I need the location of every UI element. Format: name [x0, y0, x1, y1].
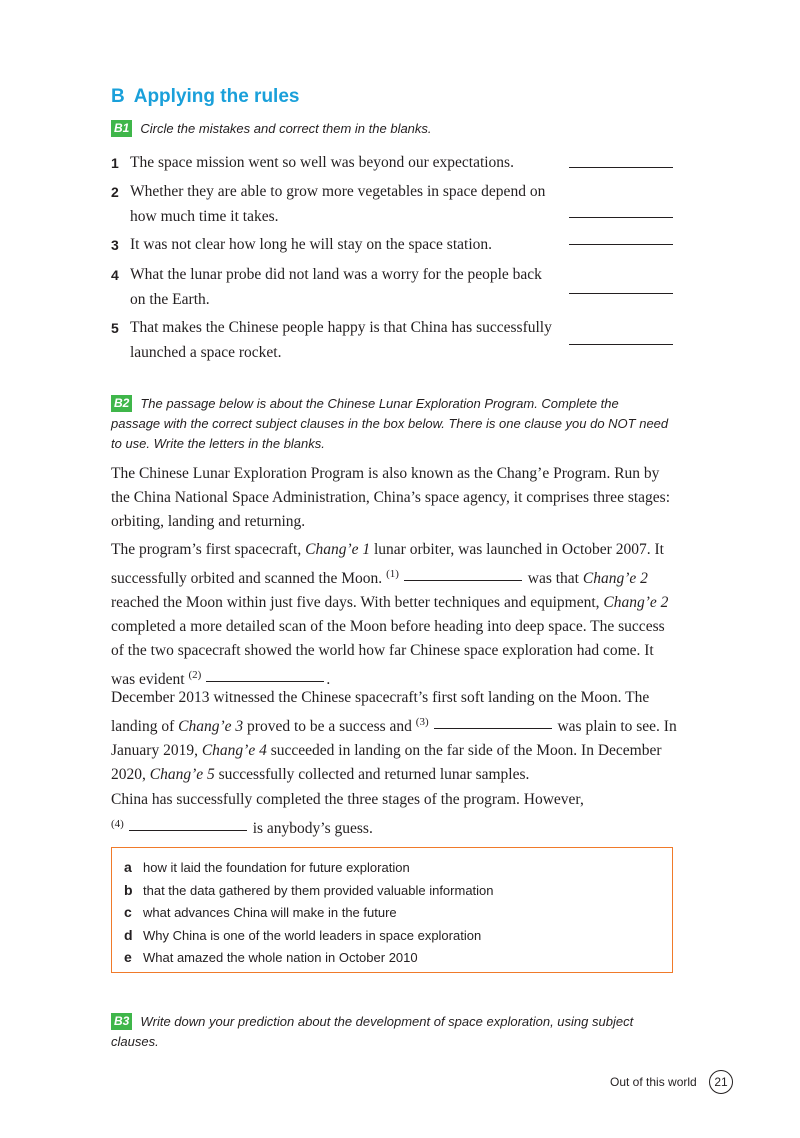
section-title [111, 86, 299, 108]
paragraph-text: is anybody’s guess. [248, 820, 373, 837]
gap-number-4: (4) [111, 818, 124, 830]
b1-instruction-text: Circle the mistakes and correct them in the blanks. [140, 121, 432, 136]
b3-badge: B3 [111, 1013, 132, 1030]
b1-instruction [111, 119, 671, 139]
b3-instruction [111, 1012, 671, 1052]
paragraph-text: completed a more detailed scan of the Moon before heading into deep space. The success of the two spacecraft showed the world how far Chinese space exploration had come. It was evident [111, 618, 665, 688]
paragraph-text: . [326, 671, 331, 688]
question-4 [111, 263, 561, 312]
b2-instruction-text: The passage below is about the Chinese Lunar Exploration Program. Complete the passage with the correct subject clauses in the box below. There is one clause you do NOT need to use. Write the letters in the blanks. [111, 396, 669, 451]
spacecraft-name: Chang’e 1 [305, 541, 371, 558]
paragraph-text: reached the Moon within just five days. With better techniques and equipment, [111, 594, 604, 611]
clause-letter: a [124, 859, 132, 875]
paragraph-text: was that [523, 570, 583, 587]
clause-text: What amazed the whole nation in October 2010 [143, 950, 418, 965]
clause-text: what advances China will make in the future [143, 905, 397, 920]
passage-paragraph-1 [111, 462, 681, 534]
paragraph-text: proved to be a success and [243, 718, 416, 735]
question-1 [111, 151, 561, 176]
paragraph-text: The Chinese Lunar Exploration Program is also known as the Chang’e Program. Run by the China National Space Administration, China’s space agency, it comprises three stages: orbiting, landing and returning. [111, 465, 671, 530]
passage-paragraph-4 [111, 788, 681, 841]
blank-2[interactable] [206, 681, 324, 682]
passage-paragraph-2 [111, 538, 681, 692]
gap-number-2: (2) [188, 669, 202, 681]
question-number: 4 [111, 267, 119, 283]
section-letter: B [111, 86, 125, 107]
question-number: 1 [111, 155, 119, 171]
clause-letter: e [124, 949, 132, 965]
paragraph-text: was plain to see. In January 2019, [111, 718, 677, 759]
paragraph-text: China has successfully completed the three stages of the program. However, [111, 791, 584, 808]
b1-badge: B1 [111, 120, 132, 137]
clause-letter: d [124, 927, 133, 943]
spacecraft-name: Chang’e 2 [582, 570, 648, 587]
question-text: That makes the Chinese people happy is that China has successfully launched a space rocket. [130, 319, 552, 361]
clause-text: that the data gathered by them provided valuable information [143, 883, 494, 898]
question-text: The space mission went so well was beyond our expectations. [130, 154, 514, 171]
gap-number-3: (3) [415, 716, 429, 728]
paragraph-text: The program’s first spacecraft, [111, 541, 306, 558]
b2-badge: B2 [111, 395, 132, 412]
clause-letter: c [124, 904, 132, 920]
paragraph-text: December 2013 witnessed the Chinese spacecraft’s first soft landing on the Moon. The landing of [111, 689, 650, 735]
blank-1[interactable] [404, 580, 522, 581]
clause-option-a [124, 858, 410, 877]
spacecraft-name: Chang’e 3 [178, 718, 244, 735]
question-3 [111, 233, 561, 258]
page-number: 21 [709, 1070, 733, 1094]
answer-line-2[interactable] [569, 217, 673, 218]
clause-text: how it laid the foundation for future exploration [143, 860, 410, 875]
question-number: 3 [111, 237, 119, 253]
spacecraft-name: Chang’e 4 [201, 742, 267, 759]
gap-number-1: (1) [386, 568, 399, 580]
question-number: 2 [111, 184, 119, 200]
clause-option-e [124, 948, 418, 967]
answer-line-4[interactable] [569, 293, 673, 294]
b3-instruction-text: Write down your prediction about the development of space exploration, using subject clauses. [111, 1014, 634, 1049]
question-5 [111, 316, 561, 365]
answer-line-3[interactable] [569, 244, 673, 245]
spacecraft-name: Chang’e 5 [149, 766, 215, 783]
question-number: 5 [111, 320, 119, 336]
answer-line-5[interactable] [569, 344, 673, 345]
section-title-text: Applying the rules [133, 86, 300, 107]
question-text: It was not clear how long he will stay on the space station. [130, 236, 493, 253]
question-2 [111, 180, 561, 229]
spacecraft-name: Chang’e 2 [603, 594, 669, 611]
clause-option-c [124, 903, 397, 922]
clause-letter: b [124, 882, 133, 898]
paragraph-text: succeeded in landing on the far side of the Moon. In December 2020, [111, 742, 662, 783]
paragraph-text: successfully collected and returned lunar samples. [214, 766, 530, 783]
paragraph-text: lunar orbiter, was launched in October 2007. It successfully orbited and scanned the Moon. [111, 541, 664, 587]
clause-box [111, 847, 673, 973]
clause-option-d [124, 926, 481, 945]
question-text: Whether they are able to grow more vegetables in space depend on how much time it takes. [130, 183, 546, 225]
clause-text: Why China is one of the world leaders in space exploration [143, 928, 482, 943]
question-text: What the lunar probe did not land was a worry for the people back on the Earth. [130, 266, 542, 308]
passage-paragraph-3 [111, 686, 681, 787]
clause-option-b [124, 881, 494, 900]
b2-instruction [111, 394, 671, 454]
footer-chapter-title: Out of this world [610, 1075, 697, 1089]
answer-line-1[interactable] [569, 167, 673, 168]
blank-3[interactable] [434, 728, 552, 729]
blank-4[interactable] [129, 830, 247, 831]
